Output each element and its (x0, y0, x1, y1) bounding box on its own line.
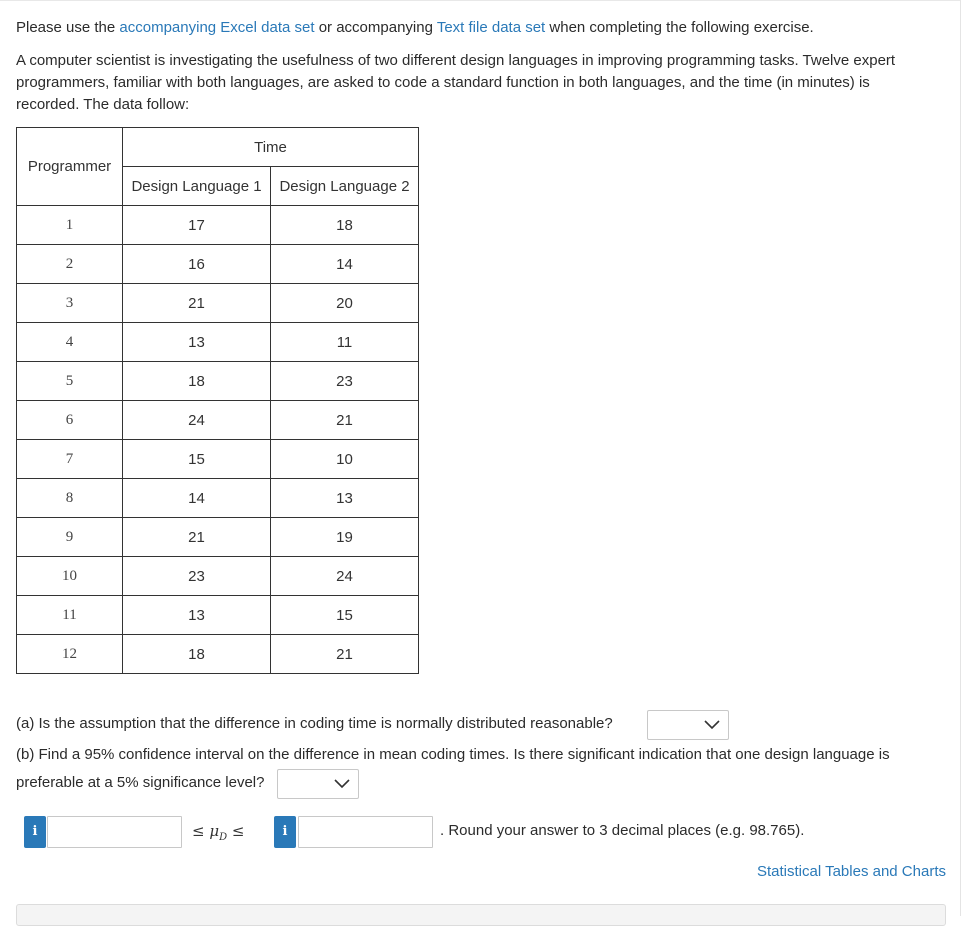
design-language-2-cell: 11 (271, 323, 419, 362)
intro-text (16, 17, 814, 39)
design-language-1-cell: 18 (123, 635, 271, 674)
design-language-1-cell: 14 (123, 479, 271, 518)
upper-bound-input[interactable] (298, 816, 433, 848)
design-language-2-header: Design Language 2 (271, 167, 419, 206)
programmer-cell: 12 (17, 635, 123, 674)
programmer-cell: 6 (17, 401, 123, 440)
table-row (17, 635, 419, 674)
intro-middle: or accompanying (314, 19, 437, 36)
question-b-line-2: preferable at a 5% significance level? (16, 774, 265, 791)
design-language-2-cell: 23 (271, 362, 419, 401)
programmer-header: Programmer (17, 128, 123, 206)
info-icon[interactable]: i (274, 816, 296, 848)
programmer-cell: 2 (17, 245, 123, 284)
leq-symbol-right: ≤ (231, 822, 245, 840)
programmer-cell: 8 (17, 479, 123, 518)
rounding-instruction: . Round your answer to 3 decimal places (e.g. 98.765). (440, 822, 805, 839)
design-language-2-cell: 15 (271, 596, 419, 635)
design-language-2-cell: 20 (271, 284, 419, 323)
design-language-1-cell: 23 (123, 557, 271, 596)
table-row (17, 284, 419, 323)
question-b-line-1: (b) Find a 95% confidence interval on the difference in mean coding times. Is there significant indication that one design language is (16, 746, 890, 763)
design-language-2-cell: 21 (271, 635, 419, 674)
chevron-down-icon (704, 720, 720, 730)
design-language-2-cell: 10 (271, 440, 419, 479)
design-language-1-cell: 13 (123, 323, 271, 362)
programmer-cell: 5 (17, 362, 123, 401)
table-row (17, 323, 419, 362)
problem-line-3: recorded. The data follow: (16, 96, 190, 113)
design-language-1-cell: 21 (123, 518, 271, 557)
table-row (17, 518, 419, 557)
chevron-down-icon (334, 779, 350, 789)
normality-dropdown[interactable] (647, 710, 729, 740)
table-row (17, 206, 419, 245)
design-language-2-cell: 19 (271, 518, 419, 557)
time-header: Time (123, 128, 419, 167)
intro-prefix: Please use the (16, 19, 120, 36)
design-language-1-cell: 24 (123, 401, 271, 440)
intro-suffix: when completing the following exercise. (545, 19, 814, 36)
bottom-panel (16, 904, 946, 926)
design-language-2-cell: 18 (271, 206, 419, 245)
programmer-cell: 9 (17, 518, 123, 557)
table-row (17, 479, 419, 518)
design-language-2-cell: 24 (271, 557, 419, 596)
design-language-2-cell: 14 (271, 245, 419, 284)
problem-line-2: programmers, familiar with both languages, are asked to code a standard function in both languages, and the time (in minutes) is (16, 74, 870, 91)
top-divider (0, 0, 960, 1)
text-file-data-link[interactable]: Text file data set (436, 19, 546, 36)
table-row (17, 245, 419, 284)
design-language-1-header: Design Language 1 (123, 167, 271, 206)
info-icon[interactable]: i (24, 816, 46, 848)
table-row (17, 362, 419, 401)
design-language-1-cell: 17 (123, 206, 271, 245)
statistical-tables-link[interactable]: Statistical Tables and Charts (757, 863, 946, 880)
design-language-1-cell: 21 (123, 284, 271, 323)
design-language-1-cell: 15 (123, 440, 271, 479)
design-language-2-cell: 21 (271, 401, 419, 440)
design-language-2-cell: 13 (271, 479, 419, 518)
programmer-cell: 10 (17, 557, 123, 596)
mu-d-inequality (192, 822, 245, 843)
table-row (17, 557, 419, 596)
programmer-cell: 4 (17, 323, 123, 362)
problem-line-1: A computer scientist is investigating the usefulness of two different design languages in improving programming tasks. Twelve expert (16, 52, 896, 69)
leq-symbol-left: ≤ (192, 822, 205, 840)
mu-subscript: D (219, 832, 228, 843)
question-a: (a) Is the assumption that the difference in coding time is normally distributed reasonable? (16, 715, 613, 732)
table-row (17, 440, 419, 479)
programmer-cell: 11 (17, 596, 123, 635)
programmer-cell: 3 (17, 284, 123, 323)
mu-symbol: μ (209, 822, 220, 840)
table-row (17, 401, 419, 440)
design-language-1-cell: 16 (123, 245, 271, 284)
data-table (16, 127, 419, 674)
lower-bound-input[interactable] (47, 816, 182, 848)
design-language-1-cell: 13 (123, 596, 271, 635)
excel-data-link[interactable]: accompanying Excel data set (119, 19, 315, 36)
design-language-1-cell: 18 (123, 362, 271, 401)
programmer-cell: 7 (17, 440, 123, 479)
significance-dropdown[interactable] (277, 769, 359, 799)
table-row (17, 596, 419, 635)
programmer-cell: 1 (17, 206, 123, 245)
